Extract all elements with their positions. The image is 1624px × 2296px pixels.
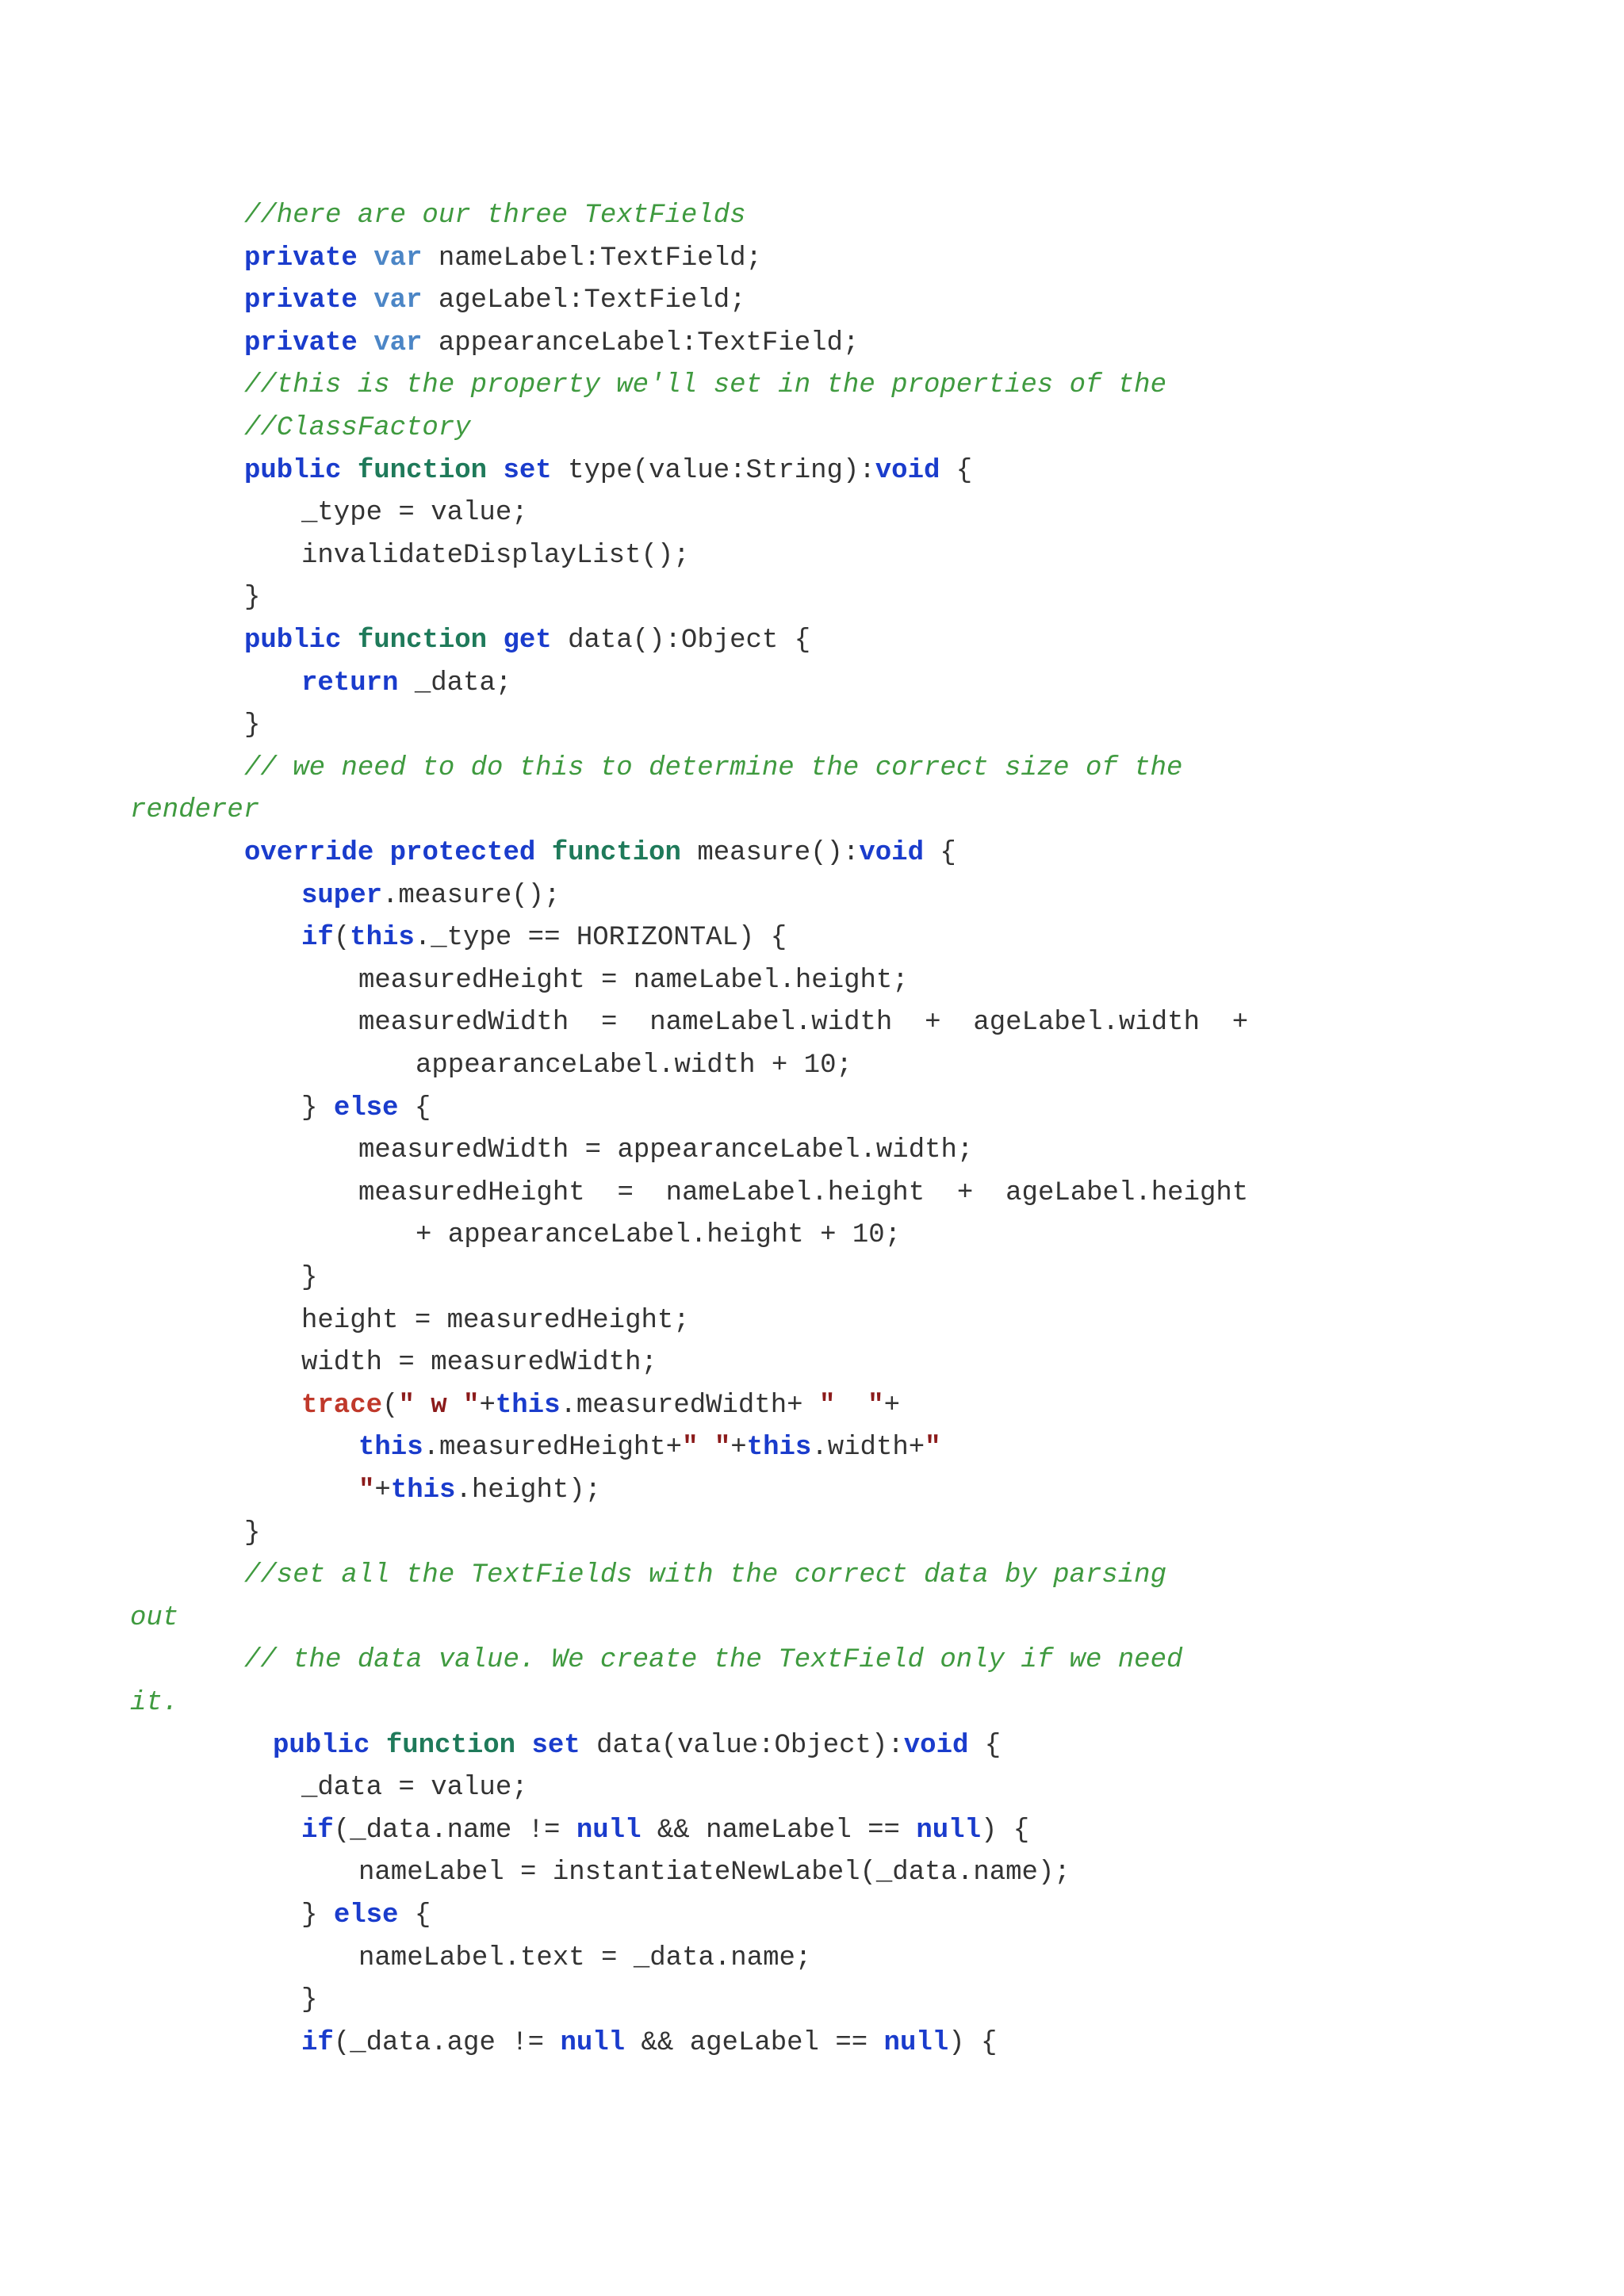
keyword: override <box>244 838 374 868</box>
code-text: nameLabel:TextField; <box>422 243 762 274</box>
code-text <box>373 838 389 868</box>
code-line <box>358 1469 601 1512</box>
code-line <box>130 1682 178 1724</box>
keyword: null <box>576 1815 642 1846</box>
code-text: } <box>301 1900 334 1931</box>
code-text <box>358 285 373 316</box>
comment: //set all the TextFields with the correct data by parsing <box>244 1560 1166 1591</box>
code-text: + <box>883 1390 900 1421</box>
keyword: private <box>244 327 358 358</box>
var-keyword: var <box>373 243 423 274</box>
code-line <box>301 1087 431 1130</box>
code-text <box>358 243 373 274</box>
code-text: { <box>398 1900 431 1931</box>
code-line <box>244 747 1182 790</box>
code-text: _data = value; <box>301 1773 528 1804</box>
code-line <box>244 237 762 280</box>
code-line <box>301 1766 528 1809</box>
code-line <box>244 322 859 365</box>
code-text: .measuredHeight+ <box>423 1433 683 1464</box>
keyword: super <box>301 880 383 911</box>
function-keyword: function <box>357 626 488 656</box>
code-line <box>358 1001 1248 1044</box>
code-line <box>301 1894 431 1937</box>
code-line <box>358 1426 941 1469</box>
code-text: type(value:String): <box>551 455 875 486</box>
code-text <box>341 626 357 656</box>
code-text: appearanceLabel.width + 10; <box>416 1050 852 1081</box>
code-text: && nameLabel == <box>641 1815 917 1846</box>
comment: //here are our three TextFields <box>244 201 746 231</box>
keyword: get <box>503 626 552 656</box>
keyword: public <box>244 455 342 486</box>
string-literal: " <box>358 1475 375 1506</box>
code-text <box>341 456 357 486</box>
keyword: protected <box>389 838 536 868</box>
var-keyword: var <box>373 327 423 358</box>
code-text: .height); <box>455 1475 602 1506</box>
code-line <box>130 789 259 832</box>
keyword: public <box>244 626 342 656</box>
code-text: { <box>398 1093 431 1123</box>
code-line <box>301 2022 997 2064</box>
comment: //this is the property we'll set in the properties of the <box>244 370 1166 401</box>
code-line <box>358 1851 1071 1894</box>
code-text: } <box>244 710 261 741</box>
keyword: else <box>333 1093 399 1123</box>
code-text: ) { <box>948 2027 998 2058</box>
keyword: if <box>301 923 334 954</box>
code-text: measuredHeight = nameLabel.height + ageLabel.height <box>358 1177 1249 1208</box>
code-text: measuredWidth = appearanceLabel.width; <box>358 1135 974 1166</box>
code-text: { <box>923 838 956 868</box>
code-text: measure(): <box>680 838 860 868</box>
code-line <box>244 1512 260 1555</box>
code-line <box>244 194 746 237</box>
code-text: (_data.age != <box>333 2027 561 2058</box>
keyword: this <box>390 1475 456 1506</box>
code-line <box>301 1341 657 1384</box>
code-text: + <box>479 1390 496 1421</box>
code-text <box>370 1731 385 1761</box>
keyword: null <box>560 2027 626 2058</box>
comment: // the data value. We create the TextField only if we need <box>244 1645 1183 1676</box>
code-text: { <box>940 455 973 486</box>
code-text: appearanceLabel:TextField; <box>422 327 860 358</box>
code-text: _type = value; <box>301 498 528 529</box>
code-line <box>301 1299 690 1342</box>
comment: // we need to do this to determine the correct size of the <box>244 752 1183 783</box>
code-text: ) { <box>980 1815 1030 1846</box>
code-text: _data; <box>398 668 512 698</box>
keyword: else <box>333 1900 399 1931</box>
comment: //ClassFactory <box>244 413 471 443</box>
code-line <box>244 832 956 874</box>
code-text: .width+ <box>811 1433 925 1464</box>
code-line <box>273 1724 1001 1767</box>
code-line <box>130 1597 178 1640</box>
keyword: null <box>916 1815 981 1846</box>
comment: it. <box>130 1688 179 1718</box>
code-text: .measuredWidth+ <box>560 1390 819 1421</box>
comment: renderer <box>130 795 260 826</box>
code-text: + <box>374 1475 391 1506</box>
string-literal: " <box>925 1433 941 1464</box>
code-text <box>487 626 503 656</box>
keyword: private <box>244 243 358 274</box>
code-line <box>301 1979 317 2022</box>
code-text: invalidateDisplayList(); <box>301 540 690 571</box>
code-text: data(value:Object): <box>580 1730 904 1761</box>
code-line <box>244 1639 1182 1682</box>
code-text: .measure(); <box>382 880 561 911</box>
comment: out <box>130 1602 179 1633</box>
var-keyword: var <box>373 285 423 316</box>
code-text: { <box>968 1730 1002 1761</box>
code-text: } <box>244 583 261 614</box>
keyword: if <box>301 2027 334 2058</box>
code-line <box>358 1129 973 1172</box>
code-text <box>487 456 503 486</box>
code-text: } <box>301 1985 318 2016</box>
function-keyword: function <box>551 838 681 868</box>
code-line <box>244 704 260 747</box>
keyword: this <box>350 923 415 954</box>
code-text <box>358 328 373 358</box>
keyword: if <box>301 1815 334 1846</box>
code-text: width = measuredWidth; <box>301 1348 657 1379</box>
keyword: set <box>531 1730 580 1761</box>
code-line <box>416 1214 901 1257</box>
code-text: ( <box>382 1390 399 1421</box>
code-text: } <box>244 1517 261 1548</box>
code-line <box>301 1384 900 1427</box>
code-line <box>358 959 909 1002</box>
function-keyword: function <box>357 455 488 486</box>
code-line <box>244 279 746 322</box>
code-text: height = measuredHeight; <box>301 1305 690 1336</box>
code-text: } <box>301 1093 334 1123</box>
code-line <box>358 1172 1248 1215</box>
code-text: ( <box>333 923 350 954</box>
code-line <box>358 1937 811 1980</box>
code-line <box>301 874 560 917</box>
code-line <box>244 450 972 492</box>
code-text <box>515 1731 531 1761</box>
code-text: measuredWidth = nameLabel.width + ageLabel.width + <box>358 1008 1249 1039</box>
keyword: private <box>244 285 358 316</box>
code-line <box>301 662 511 705</box>
code-text: nameLabel.text = _data.name; <box>358 1942 812 1973</box>
code-line <box>244 619 810 662</box>
code-line <box>244 364 1166 407</box>
code-text: ._type == HORIZONTAL) { <box>414 923 787 954</box>
code-text: } <box>301 1263 318 1293</box>
keyword: void <box>903 1730 969 1761</box>
keyword: set <box>503 455 552 486</box>
string-literal: " " <box>818 1390 884 1421</box>
code-text: nameLabel = instantiateNewLabel(_data.name); <box>358 1858 1071 1888</box>
keyword: this <box>746 1433 812 1464</box>
keyword: public <box>273 1730 370 1761</box>
function-keyword: function <box>385 1730 516 1761</box>
keyword: this <box>495 1390 561 1421</box>
code-line <box>244 407 471 450</box>
code-text: ageLabel:TextField; <box>422 285 746 316</box>
code-line <box>301 534 690 577</box>
trace-call: trace <box>301 1390 383 1421</box>
code-text: + appearanceLabel.height + 10; <box>416 1220 902 1251</box>
code-line <box>244 1554 1166 1597</box>
code-text: + <box>730 1433 747 1464</box>
keyword: void <box>859 838 924 868</box>
code-line <box>301 916 787 959</box>
string-literal: " " <box>682 1433 731 1464</box>
keyword: void <box>875 455 940 486</box>
code-text: measuredHeight = nameLabel.height; <box>358 965 909 996</box>
code-text <box>535 838 551 868</box>
keyword: return <box>301 668 399 698</box>
code-line <box>301 1809 1029 1852</box>
code-line <box>244 576 260 619</box>
code-line <box>416 1044 852 1087</box>
code-line <box>301 1257 317 1299</box>
keyword: this <box>358 1433 423 1464</box>
code-text: (_data.name != <box>333 1815 576 1846</box>
code-text: && ageLabel == <box>625 2027 884 2058</box>
code-line <box>301 492 528 534</box>
keyword: null <box>883 2027 949 2058</box>
string-literal: " w " <box>398 1390 480 1421</box>
code-text: data():Object { <box>551 626 811 656</box>
